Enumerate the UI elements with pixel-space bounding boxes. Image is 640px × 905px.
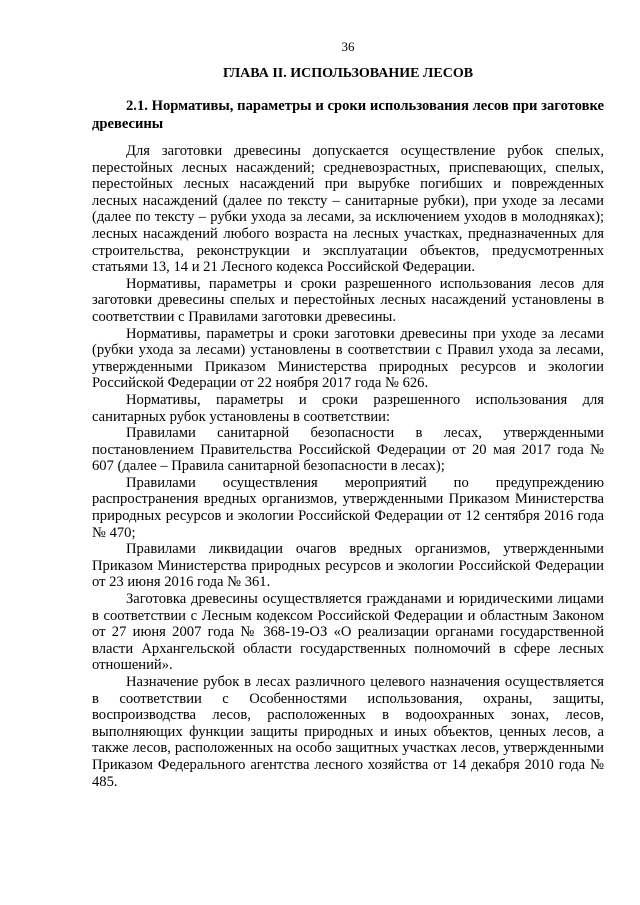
paragraph: Нормативы, параметры и сроки разрешенного использования для санитарных рубок установлены в соответствии: [92,391,604,425]
paragraph: Нормативы, параметры и сроки разрешенного использования лесов для заготовки древесины спелых и перестойных лесных насаждений установлены в соответствии с Правилами заготовки древесины. [92,275,604,325]
paragraph: Правилами ликвидации очагов вредных организмов, утвержденными Приказом Министерства природных ресурсов и экологии Российской Федерации от 23 июня 2016 года № 361. [92,541,604,591]
paragraph: Правилами санитарной безопасности в лесах, утвержденными постановлением Правительства Российской Федерации от 20 мая 2017 года № 607 (далее – Правила санитарной безопасности в лесах); [92,425,604,475]
paragraph: Правилами осуществления мероприятий по предупреждению распространения вредных организмов, утвержденными Приказом Министерства природных ресурсов и экологии Российской Федерации от 12 сентября 2016 года № 470; [92,474,604,541]
paragraph: Для заготовки древесины допускается осуществление рубок спелых, перестойных лесных насаждений; средневозрастных, приспевающих, спелых, перестойных лесных насаждений при вырубке погибших и поврежденных лесных насаждений (далее по тексту – санитарные рубки), при уходе за лесами (далее по тексту – рубки ухода за лесами, за исключением уходов в молодняках); лесных насаждений любого возраста на лесных участках, предназначенных для строительства, реконструкции и эксплуатации объектов, предусмотренных статьями 13, 14 и 21 Лесного кодекса Российской Федерации. [92,143,604,276]
body-text [92,143,604,790]
paragraph: Заготовка древесины осуществляется гражданами и юридическими лицами в соответствии с Лесным кодексом Российской Федерации и областным Законом от 27 июня 2007 года № 368-19-ОЗ «О реализации органами государственной власти Архангельской области государственных полномочий в сфере лесных отношений». [92,591,604,674]
page-number: 36 [341,39,355,54]
paragraph: Нормативы, параметры и сроки заготовки древесины при уходе за лесами (рубки ухода за лесами) установлены в соответствии с Правил ухода за лесами, утвержденными Приказом Министерства природных ресурсов и экологии Российской Федерации от 22 ноября 2017 года № 626. [92,325,604,392]
section-title: 2.1. Нормативы, параметры и сроки использования лесов при заготовке древесины [92,98,604,132]
paragraph: Назначение рубок в лесах различного целевого назначения осуществляется в соответствии с Особенностями использования, охраны, защиты, воспроизводства лесов, расположенных в водоохранных зонах, лесов, выполняющих функции защиты природных и иных объектов, ценных лесов, а также лесов, расположенных на особо защитных участках лесов, утвержденными Приказом Федерального агентства лесного хозяйства от 14 декабря 2010 года № 485. [92,674,604,790]
chapter-title: ГЛАВА II. ИСПОЛЬЗОВАНИЕ ЛЕСОВ [222,66,474,81]
